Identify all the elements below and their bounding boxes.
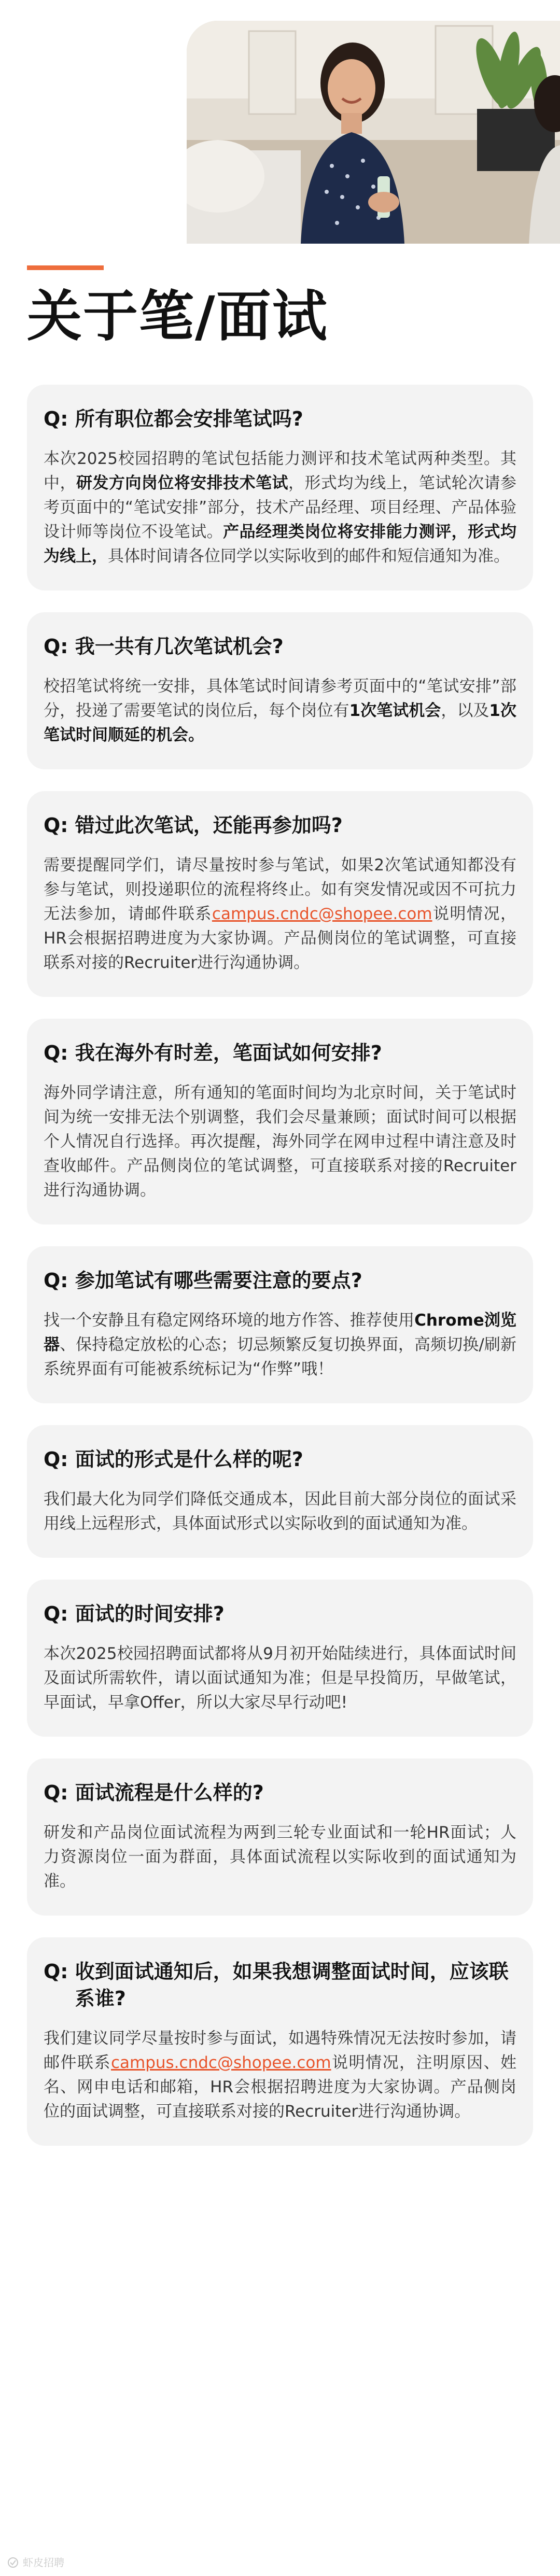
faq-card: [27, 1580, 533, 1737]
faq-card: [27, 1425, 533, 1558]
answer-text: 说明情况，注明原因、姓名、网申电话和邮箱，HR会根据招聘进度为大家协调。产品侧岗位的面试调整，可直接联系对接的Recruiter进行沟通协调。: [44, 2053, 517, 2121]
answer-text: 说明情况，HR会根据招聘进度为大家协调。产品侧岗位的笔试调整，可直接联系对接的Recruiter进行沟通协调。: [44, 905, 516, 972]
answer-emphasis: 研发方向岗位将安排技术笔试: [76, 474, 288, 492]
faq-answer: [44, 1308, 516, 1382]
faq-question: [44, 1958, 516, 2012]
faq-card: [27, 1937, 533, 2146]
faq-answer: [44, 1642, 516, 1715]
answer-text: 海外同学请注意，所有通知的笔面时间均为北京时间，关于笔试时间为统一安排无法个别调整，我们会尽量兼顾；面试时间可以根据个人情况自行选择。再次提醒，海外同学在网申过程中请注意及时查收邮件。产品侧岗位的笔试调整，可直接联系对接的Recruiter进行沟通协调。: [44, 1083, 516, 1200]
question-prefix: Q:: [44, 1269, 75, 1292]
faq-card: [27, 791, 533, 997]
faq-question: [44, 633, 516, 660]
faq-answer: [44, 853, 516, 975]
question-prefix: Q:: [44, 1781, 75, 1804]
question-text: 我在海外有时差，笔面试如何安排?: [75, 1041, 382, 1064]
faq-question: [44, 1039, 516, 1066]
question-prefix: Q:: [44, 1041, 75, 1064]
answer-text: 本次2025校园招聘面试都将从9月初开始陆续进行，具体面试时间及面试所需软件，请以面试通知为准；但是早投简历，早做笔试，早面试，早拿Offer，所以大家尽早行动吧!: [44, 1644, 516, 1712]
question-text: 参加笔试有哪些需要注意的要点?: [75, 1269, 362, 1292]
page-title: 关于笔/面试: [27, 285, 328, 348]
faq-answer: [44, 1487, 516, 1536]
email-link[interactable]: campus.cndc@shopee.com: [212, 905, 432, 923]
question-text: 所有职位都会安排笔试吗?: [75, 407, 303, 430]
question-text: 我一共有几次笔试机会?: [75, 635, 284, 658]
answer-text: 需要提醒同学们，请尽量按时参与笔试，如果2次笔试通知都没有参与笔试，则投递职位的流程将终止。如有突发情况或因不可抗力无法参加，请邮件联系: [44, 856, 516, 923]
answer-emphasis: Chrome浏览器: [44, 1311, 517, 1354]
faq-question: [44, 405, 516, 432]
answer-text: 本次2025校园招聘的笔试包括能力测评和技术笔试两种类型。其中，: [44, 449, 516, 492]
faq-card: [27, 385, 533, 590]
answer-text: 我们建议同学尽量按时参与面试，如遇特殊情况无法按时参加，请邮件联系: [44, 2029, 516, 2072]
faq-card: [27, 1246, 533, 1403]
answer-emphasis: 1次笔试时间顺延的机会。: [44, 701, 517, 744]
answer-text: 我们最大化为同学们降低交通成本，因此目前大部分岗位的面试采用线上远程形式，具体面试形式以实际收到的面试通知为准。: [44, 1490, 516, 1533]
title-accent-bar: [27, 265, 104, 270]
answer-text: ，形式均为线上，笔试轮次请参考页面中的“笔试安排”部分，技术产品经理、项目经理、产品体验设计师等岗位不设笔试。: [44, 474, 517, 541]
faq-answer: [44, 1821, 516, 1894]
faq-question: [44, 1779, 516, 1806]
watermark-text: 虾皮招聘: [23, 2556, 64, 2569]
question-text: 面试流程是什么样的?: [75, 1781, 264, 1804]
email-link[interactable]: campus.cndc@shopee.com: [110, 2053, 331, 2072]
answer-text: 具体时间请各位同学以实际收到的邮件和短信通知为准。: [108, 547, 510, 566]
question-prefix: Q:: [44, 1602, 75, 1625]
question-prefix: Q:: [44, 635, 75, 658]
answer-emphasis: 产品经理类岗位将安排能力测评，形式均为线上，: [44, 523, 517, 566]
question-text: 面试的形式是什么样的呢?: [75, 1448, 303, 1471]
person-photo-icon: [187, 21, 560, 244]
faq-question: [44, 812, 516, 839]
watermark: [7, 2556, 64, 2569]
question-prefix: Q:: [44, 814, 75, 837]
faq-question: [44, 1600, 516, 1627]
faq-question: [44, 1446, 516, 1473]
answer-text: ，以及: [441, 701, 489, 720]
question-prefix: Q:: [44, 1960, 75, 1983]
faq-answer: [44, 2026, 516, 2124]
question-prefix: Q:: [44, 407, 75, 430]
question-text: 错过此次笔试，还能再参加吗?: [75, 814, 343, 837]
question-prefix: Q:: [44, 1448, 75, 1471]
answer-text: 找一个安静且有稳定网络环境的地方作答、推荐使用: [44, 1311, 415, 1330]
hero-photo: [187, 21, 560, 244]
faq-list: [27, 385, 533, 2167]
answer-text: 、保持稳定放松的心态；切忌频繁反复切换界面，高频切换/刷新系统界面有可能被系统标记为“作弊”哦！: [44, 1335, 516, 1378]
faq-answer: [44, 447, 516, 569]
faq-card: [27, 612, 533, 769]
answer-text: 研发和产品岗位面试流程为两到三轮专业面试和一轮HR面试；人力资源岗位一面为群面，具体面试流程以实际收到的面试通知为准。: [44, 1823, 516, 1891]
answer-text: 校招笔试将统一安排，具体笔试时间请参考页面中的“笔试安排”部分，投递了需要笔试的岗位后，每个岗位有: [44, 677, 516, 720]
faq-answer: [44, 1081, 516, 1203]
faq-answer: [44, 674, 516, 748]
faq-card: [27, 1019, 533, 1224]
faq-card: [27, 1758, 533, 1916]
question-text: 收到面试通知后，如果我想调整面试时间，应该联系谁?: [75, 1960, 509, 2010]
answer-emphasis: 1次笔试机会: [349, 701, 441, 720]
watermark-logo-icon: [7, 2557, 19, 2568]
question-text: 面试的时间安排?: [75, 1602, 225, 1625]
faq-question: [44, 1267, 516, 1294]
